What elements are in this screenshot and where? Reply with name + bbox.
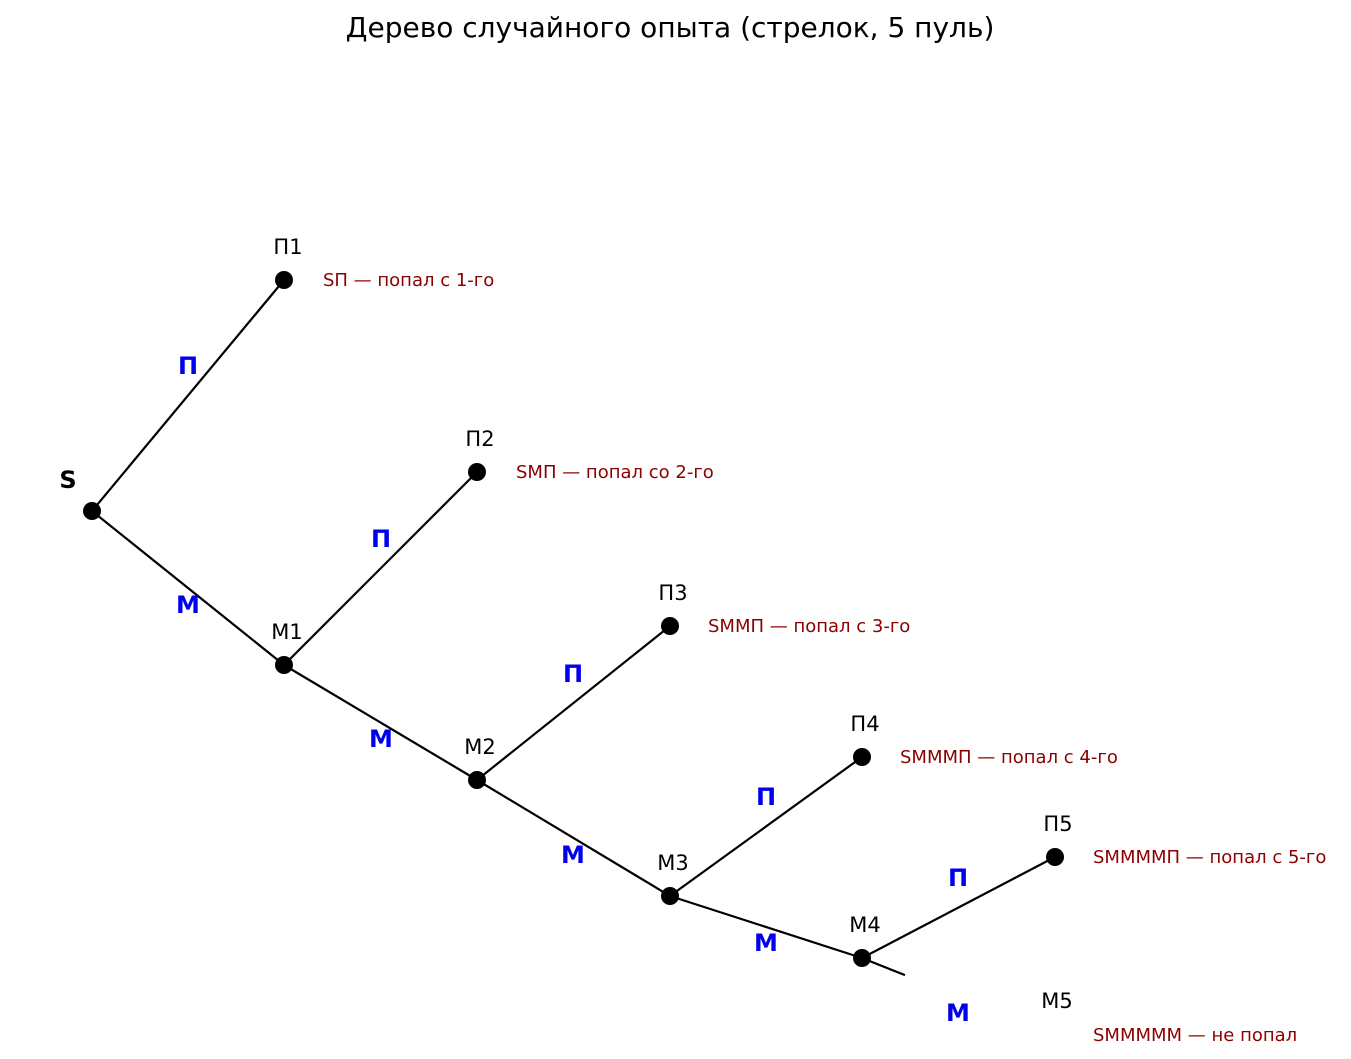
node-label-m3: М3 [657, 851, 689, 875]
node-label-p5: П5 [1043, 812, 1073, 836]
outcome-label-p1: SП — попал с 1-го [323, 270, 495, 291]
edge-label-m4-p5: П [947, 864, 969, 892]
node-m1 [275, 656, 293, 674]
edge-label-m2-m3: М [561, 841, 585, 869]
edge-label-m2-p3: П [562, 660, 584, 688]
node-label-s: S [59, 466, 77, 494]
edge-label-m3-m4: М [754, 929, 778, 957]
node-p4 [853, 748, 871, 766]
node-s [83, 502, 101, 520]
node-p3 [661, 617, 679, 635]
node-p1 [275, 271, 293, 289]
edge-label-s-m1: М [176, 591, 200, 619]
edge-m3-p4 [670, 757, 862, 896]
edge-m1-p2 [284, 472, 477, 665]
edge-m1-m2 [284, 665, 477, 780]
outcome-label-m5: SММММM — не попал [1093, 1025, 1298, 1046]
outcome-label-p2: SМП — попал со 2-го [516, 462, 714, 483]
outcome-labels-layer [323, 270, 1326, 1046]
diagram-title: Дерево случайного опыта (стрелок, 5 пуль) [345, 11, 995, 44]
node-m3 [661, 887, 679, 905]
node-p5 [1046, 848, 1064, 866]
node-m4 [853, 949, 871, 967]
outcome-label-p4: SМММП — попал с 4-го [900, 747, 1118, 768]
edge-s-m1 [92, 511, 284, 665]
node-label-p4: П4 [850, 712, 880, 736]
edge-label-m4-m5: М [946, 999, 970, 1027]
edges-layer [92, 280, 1055, 975]
node-labels-layer [59, 235, 1072, 1013]
edge-label-m1-m2: М [369, 725, 393, 753]
node-label-m1: М1 [271, 620, 303, 644]
node-label-p1: П1 [273, 235, 303, 259]
node-label-m2: М2 [464, 735, 496, 759]
outcome-label-p3: SММП — попал с 3-го [708, 616, 911, 637]
node-m2 [468, 771, 486, 789]
outcome-label-p5: SММММП — попал с 5-го [1093, 847, 1327, 868]
node-label-p2: П2 [465, 427, 495, 451]
edge-m2-p3 [477, 626, 670, 780]
edge-s-p1 [92, 280, 284, 511]
edge-label-s-p1: П [177, 352, 199, 380]
edge-label-m1-p2: П [370, 525, 392, 553]
node-label-m5: М5 [1041, 989, 1073, 1013]
node-label-p3: П3 [658, 581, 688, 605]
edge-label-m3-p4: П [755, 783, 777, 811]
node-p2 [468, 463, 486, 481]
edge-m2-m3 [477, 780, 670, 896]
node-label-m4: М4 [849, 913, 881, 937]
